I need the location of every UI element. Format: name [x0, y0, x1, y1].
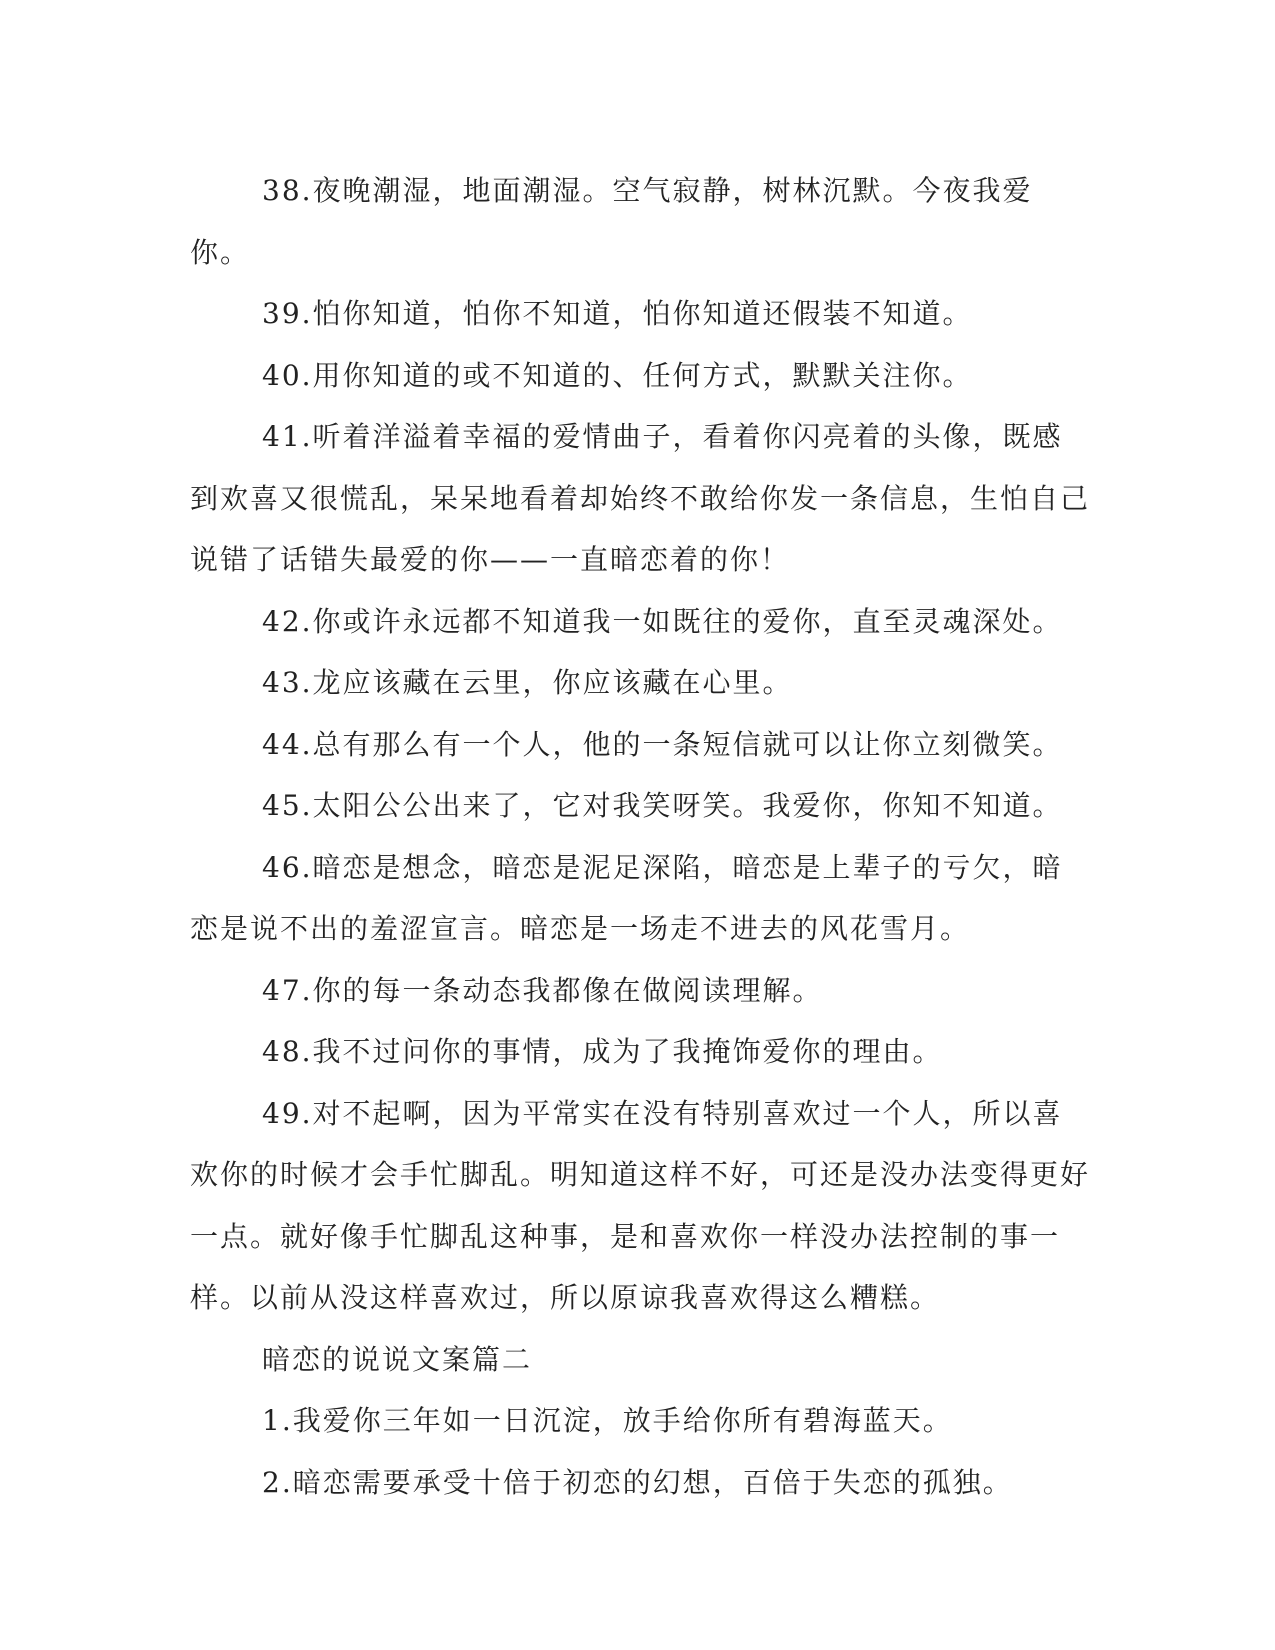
- paragraph-42: 42.你或许永远都不知道我一如既往的爱你，直至灵魂深处。: [262, 604, 1063, 638]
- paragraph-49: 49.对不起啊，因为平常实在没有特别喜欢过一个人，所以喜欢你的时候才会手忙脚乱。明知道这样不好，可还是没办法变得更好一点。就好像手忙脚乱这种事，是和喜欢你一样没办法控制的事一样。以前从没这样喜欢过，所以原谅我喜欢得这么糟糕。: [190, 1096, 1091, 1314]
- paragraph-40: 40.用你知道的或不知道的、任何方式，默默关注你。: [262, 358, 973, 392]
- section-heading: 暗恋的说说文案篇二: [262, 1342, 533, 1376]
- paragraph-38: 38.夜晚潮湿，地面潮湿。空气寂静，树林沉默。今夜我爱你。: [190, 174, 1033, 269]
- paragraph-45: 45.太阳公公出来了，它对我笑呀笑。我爱你，你知不知道。: [262, 789, 1063, 822]
- paragraph-2: 2.暗恋需要承受十倍于初恋的幻想，百倍于失恋的孤独。: [262, 1465, 1013, 1499]
- paragraph-39: 39.怕你知道，怕你不知道，怕你知道还假装不知道。: [262, 297, 973, 330]
- paragraph-48: 48.我不过问你的事情，成为了我掩饰爱你的理由。: [262, 1035, 943, 1068]
- paragraph-46: 46.暗恋是想念，暗恋是泥足深陷，暗恋是上辈子的亏欠，暗恋是说不出的羞涩宣言。暗恋是一场走不进去的风花雪月。: [190, 850, 1063, 945]
- paragraph-1: 1.我爱你三年如一日沉淀，放手给你所有碧海蓝天。: [262, 1404, 953, 1437]
- paragraph-41: 41.听着洋溢着幸福的爱情曲子，看着你闪亮着的头像，既感到欢喜又很慌乱，呆呆地看着却始终不敢给你发一条信息，生怕自己说错了话错失最爱的你——一直暗恋着的你！: [190, 420, 1091, 576]
- document-body: [190, 160, 1090, 1513]
- paragraph-44: 44.总有那么有一个人，他的一条短信就可以让你立刻微笑。: [262, 727, 1063, 761]
- paragraph-43: 43.龙应该藏在云里，你应该藏在心里。: [262, 666, 793, 699]
- paragraph-47: 47.你的每一条动态我都像在做阅读理解。: [262, 973, 823, 1007]
